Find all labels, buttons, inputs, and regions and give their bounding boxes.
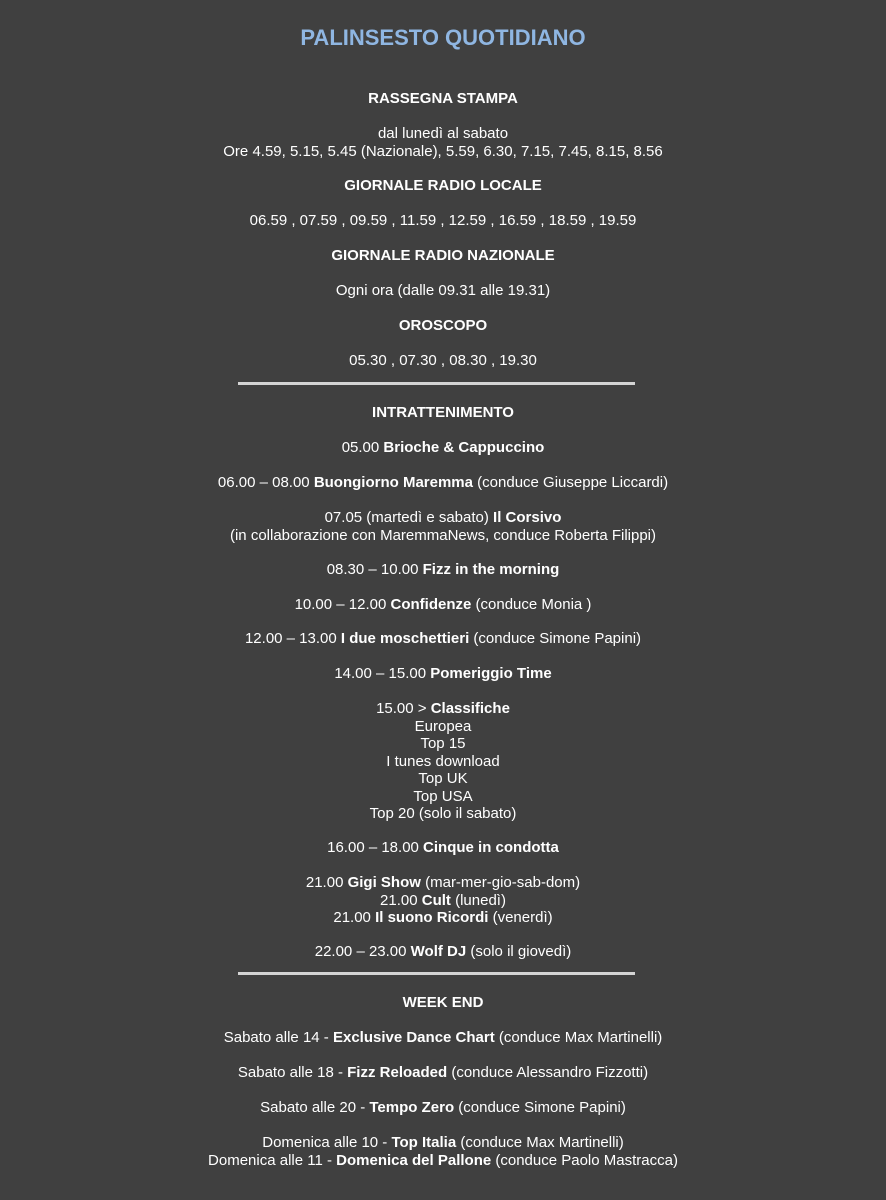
classifica-item: Europea [414, 717, 472, 735]
gr-nazionale-text: Ogni ora (dalle 09.31 alle 19.31) [335, 282, 551, 299]
program-moschettieri: 12.00 – 13.00 I due moschettieri (conduce Simone Papini) [244, 630, 642, 647]
program-confidenze: 10.00 – 12.00 Confidenze (conduce Monia ) [294, 596, 592, 613]
classifica-item: Top 20 (solo il sabato) [369, 805, 517, 822]
program-buongiorno: 06.00 – 08.00 Buongiorno Maremma (conduce Giuseppe Liccardi) [217, 474, 669, 491]
divider [238, 972, 635, 975]
gr-nazionale-heading: GIORNALE RADIO NAZIONALE [331, 247, 555, 264]
intrattenimento-heading: INTRATTENIMENTO [372, 404, 514, 421]
rassegna-heading: RASSEGNA STAMPA [368, 90, 518, 107]
oroscopo-heading: OROSCOPO [398, 317, 488, 334]
divider [238, 382, 635, 385]
weekend-dance-chart: Sabato alle 14 - Exclusive Dance Chart (conduce Max Martinelli) [223, 1029, 663, 1046]
weekend-fizz-reloaded: Sabato alle 18 - Fizz Reloaded (conduce Alessandro Fizzotti) [237, 1064, 649, 1081]
page-title: PALINSESTO QUOTIDIANO [300, 25, 586, 50]
program-pomeriggio: 14.00 – 15.00 Pomeriggio Time [334, 665, 552, 682]
classifica-item: Top UK [418, 770, 468, 787]
gr-locale-times: 06.59 , 07.59 , 09.59 , 11.59 , 12.59 , 16.59 , 18.59 , 19.59 [249, 212, 637, 229]
weekend-sunday: Domenica alle 10 - Top Italia (conduce Max Martinelli) Domenica alle 11 - Domenica del Pallone (conduce Paolo Mastracca) [208, 1134, 678, 1169]
oroscopo-times: 05.30 , 07.30 , 08.30 , 19.30 [349, 352, 537, 369]
classifica-item: Top 15 [420, 735, 466, 752]
classifica-item: I tunes download [386, 752, 500, 770]
rassegna-days: dal lunedì al sabato [377, 125, 509, 142]
program-wolf: 22.00 – 23.00 Wolf DJ (solo il giovedì) [314, 943, 572, 960]
gr-locale-heading: GIORNALE RADIO LOCALE [344, 177, 542, 194]
weekend-heading: WEEK END [402, 994, 484, 1011]
weekend-tempo-zero: Sabato alle 20 - Tempo Zero (conduce Simone Papini) [260, 1099, 626, 1116]
program-cinque: 16.00 – 18.00 Cinque in condotta [327, 839, 559, 856]
classifica-item: Top USA [413, 787, 473, 805]
program-classifiche: 15.00 > Classifiche Europea Top 15 I tunes download Top UK Top USA Top 20 (solo il sabato) [0, 700, 886, 823]
program-evening: 21.00 Gigi Show (mar-mer-gio-sab-dom) 21.00 Cult (lunedì) 21.00 Il suono Ricordi (venerdì) [305, 874, 581, 926]
program-brioche: 05.00 Brioche & Cappuccino [341, 439, 545, 456]
rassegna-times: Ore 4.59, 5.15, 5.45 (Nazionale), 5.59, 6.30, 7.15, 7.45, 8.15, 8.56 [223, 143, 663, 160]
program-corsivo: 07.05 (martedì e sabato) Il Corsivo (in collaborazione con MaremmaNews, conduce Roberta Filippi) [229, 509, 657, 544]
program-fizz: 08.30 – 10.00 Fizz in the morning [326, 561, 560, 578]
